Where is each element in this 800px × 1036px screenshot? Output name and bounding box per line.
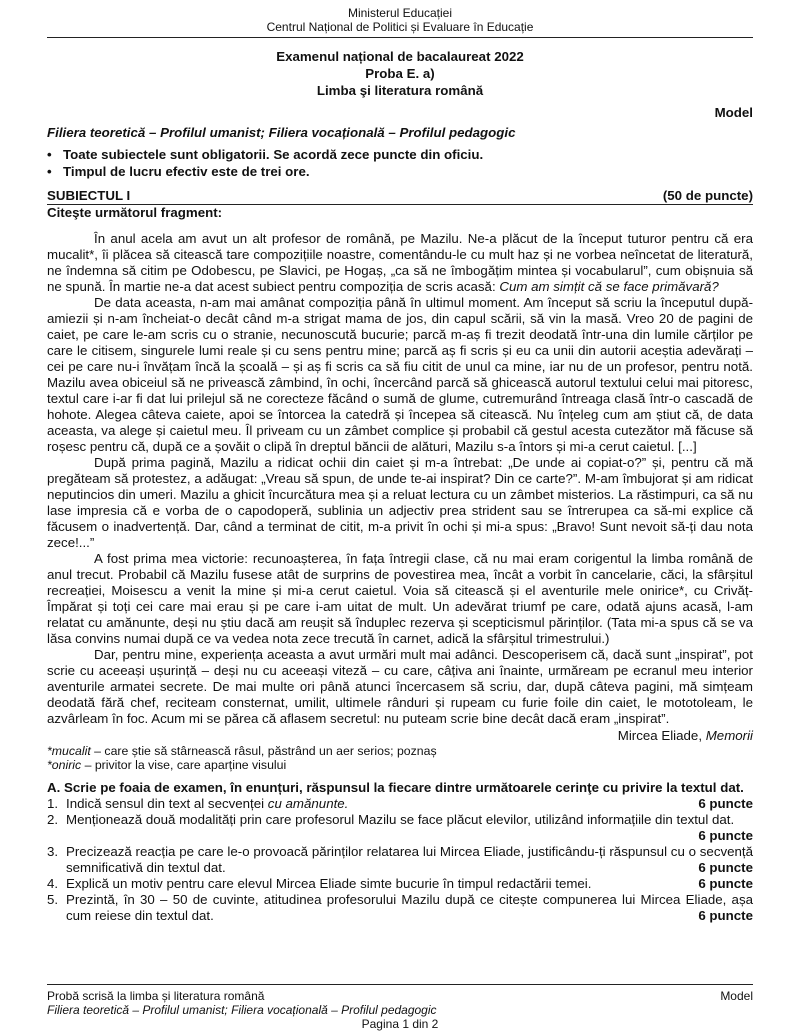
page-footer xyxy=(47,984,753,1031)
bullet-icon: • xyxy=(47,164,52,179)
question-item: 4. Explică un motiv pentru care elevul Mircea Eliade simte bucurie în timpul redactării temei. 6 puncte xyxy=(47,876,753,891)
fragment-paragraph: Dar, pentru mine, experiența aceasta a avut urmări mult mai adânci. Descoperisem că, dacă sunt „inspirat”, pot scrie cu aceeași ușurință – deși nu cu aceeași viteză – cu care, câțiva ani înainte, urmăream pe ecranul meu interior aventurile armatei secrete. De mai multe ori până atunci încercasem să scriu, dar, după câteva pagini, mă simțeam deodată fără chef, reciteam consternat, umilit, ultimele rânduri și rupeam cu furie foile din caiet, le mototoleam, le azvârleam în foc. Acum mi se părea că aflasem secretul: nu puteam scrie bine decât dacă eram „inspirat”. xyxy=(47,647,753,726)
exam-rules xyxy=(47,146,753,180)
glossary-item: *mucalit – care știe să stârnească râsul, păstrând un aer serios; poznaș xyxy=(47,744,437,758)
footer-divider xyxy=(47,984,753,985)
question-item: 5. Prezintă, în 30 – 50 de cuvinte, atitudinea profesorului Mazilu după ce citește compunerea lui Mircea Eliade, așa cum reiese din textul dat. 6 puncte xyxy=(47,892,753,923)
subiect-heading xyxy=(47,188,753,204)
question-points: 6 puncte xyxy=(698,796,753,811)
center-name: Centrul Național de Politici și Evaluare în Educație xyxy=(266,20,534,34)
ministry-name: Ministerul Educației xyxy=(347,6,453,20)
page-header xyxy=(47,6,753,34)
exam-title: Examenul național de bacalaureat 2022 xyxy=(276,49,524,64)
question-points: 6 puncte xyxy=(698,876,753,891)
fragment-source xyxy=(47,728,753,744)
header-divider xyxy=(47,37,753,38)
footer-model: Model xyxy=(720,989,753,1003)
subiect-points: (50 de puncte) xyxy=(662,188,753,203)
work-title: Memorii xyxy=(705,728,753,743)
subiect-instruction: Citeşte următorul fragment: xyxy=(47,205,223,220)
part-a-heading: A. Scrie pe foaia de examen, în enunțuri, răspunsul la fiecare dintre următoarele cerinţe cu privire la textul dat. xyxy=(47,780,744,795)
fragment-paragraph: A fost prima mea victorie: recunoașterea, în fața întregii clase, că nu mai eram corigentul la limba română de anul trecut. Probabil că Mazilu fusese atât de surprins de povestirea mea, încât a vorbit în cancelarie, căci, la sfârșitul recreației, Moisescu a venit la mine și mi-a cerut caietul. Voia să citească și el aventurile mele onirice*, cu Crivăț-Împărat și toți cei care mai erau și pe care i-am uitat de mult. Un adevărat triumf pe care, odată ajuns acasă, l-am relatat cu amănunte, deși nu știu dacă am reușit să înduplec rezerva și scepticismul părinților. (Tata mi-a spus că se va lăsa convins numai după ce va vedea nota zece trecută în carnet, adică la sfârșitul trimestrului.) xyxy=(47,551,753,646)
exam-title-block xyxy=(47,48,753,99)
rule-item: • Timpul de lucru efectiv este de trei ore. xyxy=(47,164,310,179)
glossary-item: *oniric – privitor la vise, care aparține visului xyxy=(47,758,287,772)
question-item: 3. Precizează reacția pe care le-o provoacă părinților relatarea lui Mircea Eliade, justificându-ți răspunsul cu o secvență semnificativă din textul dat. 6 puncte xyxy=(47,844,753,875)
question-item: 1. Indică sensul din text al secvenței cu amănunte. 6 puncte xyxy=(47,796,753,811)
bullet-icon: • xyxy=(47,147,52,162)
fragment-text xyxy=(47,231,753,727)
question-points: 6 puncte xyxy=(698,860,753,875)
author-name: Mircea Eliade, xyxy=(617,728,703,743)
question-list xyxy=(47,796,753,924)
page-number: Pagina 1 din 2 xyxy=(361,1017,439,1031)
filiera-line: Filiera teoretică – Profilul umanist; Filiera vocațională – Profilul pedagogic xyxy=(47,125,516,140)
model-label: Model xyxy=(714,105,753,120)
exam-subject: Limba şi literatura română xyxy=(316,83,484,98)
question-item: 2. Menționează două modalități prin care profesorul Mazilu se face plăcut elevilor, utilizând informațiile din textul dat. 6 puncte xyxy=(47,812,753,843)
glossary xyxy=(47,744,753,772)
footer-exam-name: Probă scrisă la limba și literatura română xyxy=(47,989,265,1003)
question-points: 6 puncte xyxy=(698,828,753,843)
fragment-paragraph: De data aceasta, n-am mai amânat compoziția până în ultimul moment. Am început să scriu la începutul după-amiezii și n-am încheiat-o decât când m-a strigat mama de jos, din capul scării, să vin la masă. Vreo 20 de pagini de caiet, pe care le-am scris cu o stranie, necunoscută bucurie; parcă m-aș fi trezit deodată într-una din lumile cărților pe care le citisem, singurele lumi reale și cu sens pentru mine; parcă aș fi scris și eu ca unii din autorii aceștia adevărați – cei pe care nu-i învățam încă la școală – și aș fi scris ca să fiu citit de unul ca mine, iar nu de un profesor, pentru notă. Mazilu avea obiceiul să ne privească zâmbind, în ochi, încercând parcă să ghicească autorul textului celui mai pitoresc, textul care i-ar fi dat lui prilejul să ne corecteze făcând o sumă de glume, cutremurând întreaga clasă într-o cascadă de hohote. Alegea câteva caiete, apoi se întorcea la catedră și începea să citească. Nu înțeleg cum am știut că, de data aceasta, va alege și caietul meu. Îl priveam cu un zâmbet complice și probabil că gestul acesta cutezător mă făcuse să roșesc pentru că, după ce a șovăit o clipă în dreptul băncii de alături, Mazilu s-a întors și mi-a cerut caietul. [...] xyxy=(47,295,753,454)
rule-item: • Toate subiectele sunt obligatorii. Se acordă zece puncte din oficiu. xyxy=(47,147,484,162)
question-points: 6 puncte xyxy=(698,908,753,923)
footer-filiera: Filiera teoretică – Profilul umanist; Filiera vocațională – Profilul pedagogic xyxy=(47,1003,437,1017)
subiect-name: SUBIECTUL I xyxy=(47,188,131,203)
fragment-paragraph: În anul acela am avut un alt profesor de română, pe Mazilu. Ne-a plăcut de la început tuturor pentru că era mucalit*, îi plăcea să citească tare compozițiile noastre, comentându-le cu mult haz și ne vorbea neîncetat de literatură, ne îndemna să citim pe Odobescu, pe Slavici, pe Hogaș, „ca să ne îmbogățim mintea și vocabularul”, cum obișnuia să ne spună. În martie ne-a dat acest subiect pentru compoziția de scris acasă: Cum am simțit că se face primăvară? xyxy=(47,231,753,294)
fragment-paragraph: După prima pagină, Mazilu a ridicat ochii din caiet și m-a întrebat: „De unde ai copiat-o?” și, pentru că mă pregăteam să protestez, a adăugat: „Vreau să spun, de unde te-ai inspirat? Din ce carte?”. M-am îmbujorat și am ridicat neputincios din umeri. Mazilu a ghicit încurcătura mea și a reluat lectura cu un zâmbet misterios. La răstimpuri, ca să nu lase impresia că e vorba de o capodoperă, sublinia un adjectiv prea strident sau se întrerupea ca să-mi explice că făcusem o inadvertență. Dar, când a terminat de citit, m-a privit în ochi și mi-a spus: „Bravo! Sunt nevoit să-ți dau nota zece!...” xyxy=(47,455,753,550)
exam-page xyxy=(47,6,753,924)
exam-proba: Proba E. a) xyxy=(365,66,435,81)
